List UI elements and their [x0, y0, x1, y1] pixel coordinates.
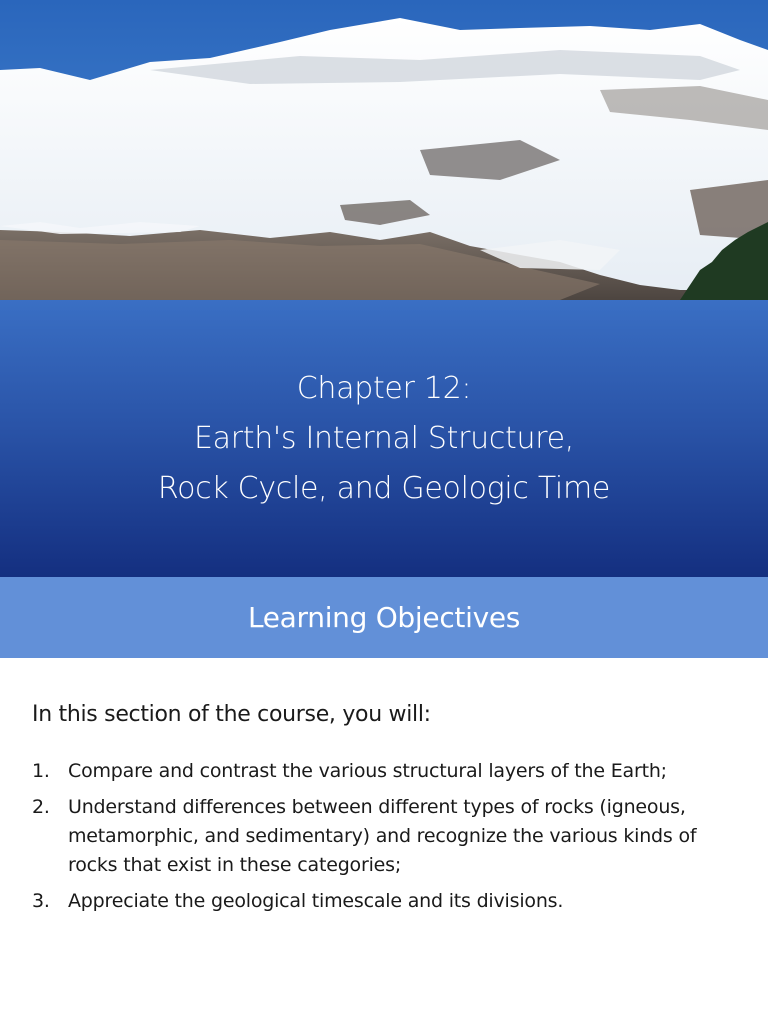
chapter-title-banner [0, 300, 768, 577]
chapter-title-line-2: Rock Cycle, and Geologic Time [157, 470, 611, 506]
objectives-list [32, 757, 728, 916]
chapter-title-line-1: Earth's Internal Structure, [193, 420, 574, 456]
list-item-number: 2. [32, 796, 50, 818]
list-item-text: Understand differences between different types of rocks (igneous, metamorphic, and sedimentary) and recognize the various kinds of rocks that exist in these categories; [68, 796, 697, 876]
mountain-photo [0, 0, 768, 300]
objectives-content [0, 658, 768, 1024]
list-item-number: 1. [32, 760, 50, 782]
learning-objectives-banner [0, 577, 768, 658]
list-item [32, 887, 728, 916]
list-item [32, 757, 728, 786]
chapter-number: Chapter 12: [296, 370, 472, 406]
objectives-intro: In this section of the course, you will: [32, 702, 431, 727]
list-item-text: Appreciate the geological timescale and its divisions. [68, 890, 564, 912]
list-item-number: 3. [32, 890, 50, 912]
list-item [32, 793, 728, 880]
learning-objectives-heading: Learning Objectives [247, 601, 521, 634]
list-item-text: Compare and contrast the various structural layers of the Earth; [68, 760, 667, 782]
